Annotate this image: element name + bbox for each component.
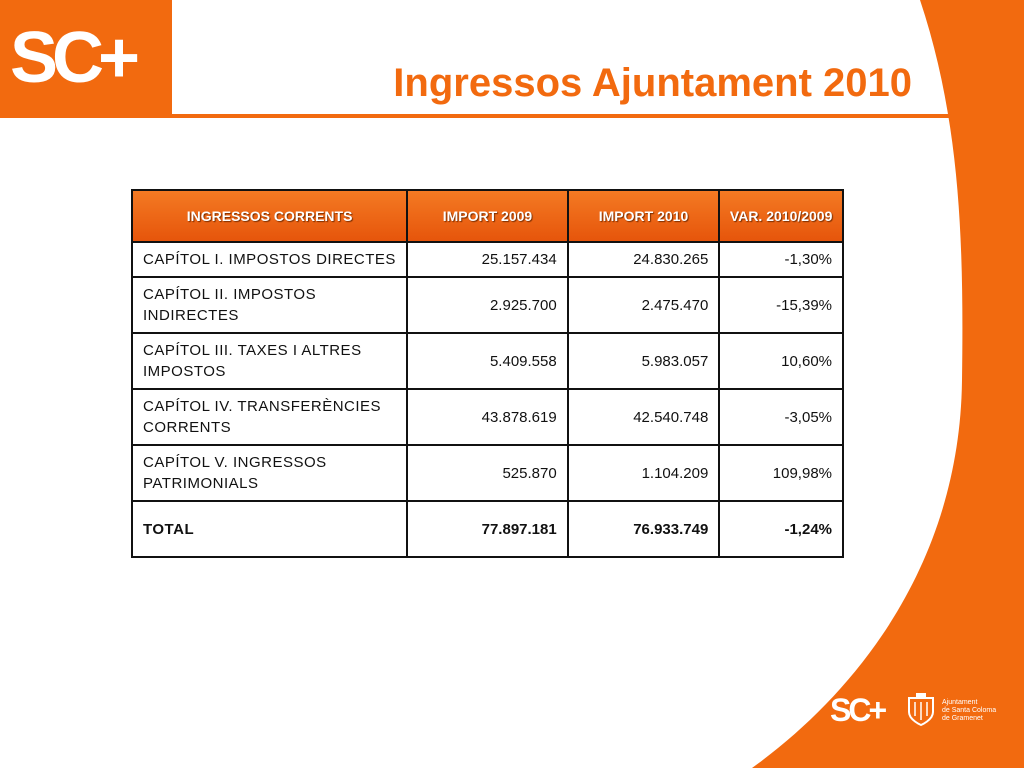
- total-label: TOTAL: [132, 501, 407, 557]
- brand-logo: SC+: [10, 18, 135, 98]
- row-label: CAPÍTOL V. INGRESSOS PATRIMONIALS: [132, 445, 407, 501]
- header-import-2009: IMPORT 2009: [407, 190, 568, 242]
- header-import-2010: IMPORT 2010: [568, 190, 720, 242]
- row-variation: -3,05%: [719, 389, 843, 445]
- footer-name-line: de Santa Coloma: [942, 707, 997, 714]
- table-header-row: [132, 190, 843, 242]
- header-variation: VAR. 2010/2009: [719, 190, 843, 242]
- table-row: [132, 389, 843, 445]
- table-row: [132, 333, 843, 389]
- brand-logo-box: [0, 0, 172, 118]
- row-import-2009: 5.409.558: [407, 333, 568, 389]
- table-total-row: [132, 501, 843, 557]
- row-import-2010: 5.983.057: [568, 333, 720, 389]
- footer-brand-logo: SC+: [830, 692, 885, 728]
- row-label: CAPÍTOL III. TAXES I ALTRES IMPOSTOS: [132, 333, 407, 389]
- footer-name-line: de Gramenet: [942, 715, 983, 722]
- row-import-2009: 25.157.434: [407, 242, 568, 277]
- row-import-2009: 525.870: [407, 445, 568, 501]
- row-variation: 10,60%: [719, 333, 843, 389]
- row-import-2010: 42.540.748: [568, 389, 720, 445]
- footer-institution-name: [942, 699, 1012, 723]
- row-label: CAPÍTOL I. IMPOSTOS DIRECTES: [132, 242, 407, 277]
- table-row: [132, 445, 843, 501]
- row-label: CAPÍTOL IV. TRANSFERÈNCIES CORRENTS: [132, 389, 407, 445]
- row-variation: -15,39%: [719, 277, 843, 333]
- total-import-2010: 76.933.749: [568, 501, 720, 557]
- row-import-2009: 2.925.700: [407, 277, 568, 333]
- table-row: [132, 277, 843, 333]
- row-variation: 109,98%: [719, 445, 843, 501]
- income-table: [131, 189, 844, 558]
- total-import-2009: 77.897.181: [407, 501, 568, 557]
- row-variation: -1,30%: [719, 242, 843, 277]
- total-variation: -1,24%: [719, 501, 843, 557]
- row-import-2010: 2.475.470: [568, 277, 720, 333]
- table-row: [132, 242, 843, 277]
- municipal-seal-icon: [906, 692, 936, 726]
- footer-name-line: Ajuntament: [942, 699, 978, 706]
- row-label: CAPÍTOL II. IMPOSTOS INDIRECTES: [132, 277, 407, 333]
- title-divider: [172, 114, 954, 118]
- row-import-2010: 1.104.209: [568, 445, 720, 501]
- row-import-2009: 43.878.619: [407, 389, 568, 445]
- header-ingressos-corrents: INGRESSOS CORRENTS: [132, 190, 407, 242]
- row-import-2010: 24.830.265: [568, 242, 720, 277]
- page-title: Ingressos Ajuntament 2010: [393, 61, 912, 105]
